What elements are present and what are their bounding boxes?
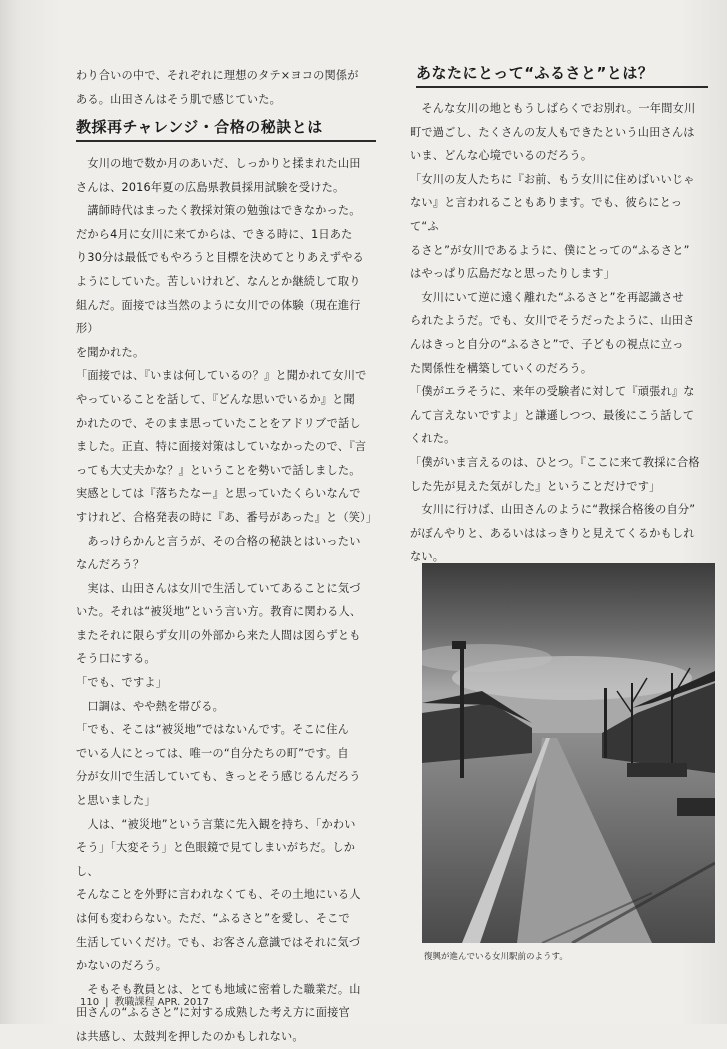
photo-caption: 復興が進んでいる女川駅前のようす。 [424, 952, 568, 962]
left-intro [76, 64, 376, 111]
body-line: 「女川の友人たちに『お前、もう女川に住めばいいじゃ [410, 172, 695, 186]
body-line: はやっぱり広島だなと思ったりします」 [410, 267, 615, 281]
body-line: んはきっと自分の“ふるさと”で、子どもの視点に立っ [410, 337, 684, 351]
lamp-head [452, 641, 466, 649]
lamp-post [604, 688, 607, 758]
body-line: 口調は、やや熱を帯びる。 [76, 699, 225, 713]
body-line: さんは、2016年夏の広島県教員採用試験を受けた。 [76, 180, 345, 194]
body-line: でいる人にとっては、唯一の“自分たちの町”です。自 [76, 746, 349, 760]
body-line: 組んだ。面接では当然のように女川での体験（現在進行形） [76, 298, 361, 336]
body-line: そもそも教員とは、とても地域に密着した職業だ。山 [76, 982, 361, 996]
body-line: ない。 [410, 550, 445, 564]
photo-illustration [422, 563, 715, 943]
body-line: 女川の地で数か月のあいだ、しっかりと揉まれた山田 [76, 157, 361, 170]
body-line: 「僕がエラそうに、来年の受験者に対して『頑張れ』な [410, 385, 695, 399]
body-line: なんだろう？ [76, 558, 145, 572]
body-line: られたようだ。でも、女川でそうだったように、山田さ [410, 314, 695, 328]
body-line: くれた。 [410, 432, 456, 446]
body-line: そんな女川の地ともうしばらくでお別れ。一年間女川 [410, 102, 696, 115]
body-line: た関係性を構築していくのだろう。 [410, 361, 593, 375]
body-line: っても大丈夫かな？』ということを勢いで話しました。 [76, 463, 361, 477]
body-line: 女川にいて逆に遠く離れた“ふるさと”を再認識させ [410, 290, 684, 304]
body-line: ました。正直、特に面接対策はしていなかったので、『言 [76, 440, 367, 454]
body-line: 「でも、そこは“被災地”ではないんです。そこに住ん [76, 723, 350, 737]
footer-separator: | [105, 997, 109, 1008]
body-line: を聞かれた。 [76, 345, 145, 359]
left-intro-line: わり合いの中で、それぞれに理想のタテ×ヨコの関係が [76, 69, 359, 82]
body-line: 生活していくだけ。でも、お客さん意識ではそれに気づ [76, 935, 361, 949]
body-line: は共感し、太鼓判を押したのかもしれない。 [76, 1029, 304, 1043]
body-line: り30分は最低でもやろうと目標を決めてとりあえずやる [76, 251, 364, 265]
body-line: いま、どんな心境でいるのだろう。 [410, 149, 593, 163]
magazine-name: 教職課程 APR. 2017 [114, 997, 209, 1008]
body-line: ない』と言われることもあります。でも、彼らにとって“ふ [410, 196, 683, 233]
body-line: 実感としては『落ちたなー』と思っていたくらいなんで [76, 487, 361, 501]
body-line: した先が見えた気がした』ということだけです」 [410, 479, 661, 493]
page-number: 110 [80, 997, 100, 1008]
bench [677, 798, 715, 816]
left-intro-line: ある。山田さんはそう肌で感じていた。 [76, 92, 281, 106]
body-line: ようにしていた。苦しいけれど、なんとか継続して取り [76, 274, 361, 288]
body-line: んて言えないですよ」と謙遜しつつ、最後にこう話して [410, 408, 695, 422]
body-line: 分が女川で生活していても、きっとそう感じるんだろう [76, 770, 361, 784]
body-line: るさと”が女川であるように、僕にとっての“ふるさと” [410, 243, 690, 257]
body-line: すけれど、合格発表の時に『あ、番号があった』と（笑）」 [76, 510, 378, 524]
body-line: は何も変わらない。ただ、“ふるさと”を愛し、そこで [76, 912, 350, 925]
body-line: 女川に行けば、山田さんのように“教採合格後の自分” [410, 503, 696, 517]
body-line: またそれに限らず女川の外部から来た人間は図らずとも [76, 628, 361, 642]
body-line: そう口にする。 [76, 652, 156, 666]
body-line: そう」「大変そう」と色眼鏡で見てしまいがちだ。しかし、 [76, 841, 356, 878]
body-line: かれたので、そのまま思っていたことをアドリブで話し [76, 416, 361, 430]
body-line: 講師時代はまったく教採対策の勉強はできなかった。 [76, 204, 361, 218]
section-heading-secret: 教採再チャレンジ・合格の秘訣とは [76, 116, 376, 142]
lamp-post [460, 648, 464, 778]
body-line: 「僕がいま言えるのは、ひとつ。『ここに来て教採に合格 [410, 455, 700, 469]
section-heading-furusato: あなたにとって“ふるさと”とは？ [416, 62, 708, 88]
page-footer [80, 993, 209, 1008]
body-line: と思いました」 [76, 794, 156, 808]
body-line: 「面接では、『いまは何しているの？』と聞かれて女川で [76, 369, 367, 383]
body-line: いた。それは“被災地”という言い方。教育に関わる人、 [76, 605, 362, 619]
body-line: だから4月に女川に来てからは、できる時に、1日あた [76, 227, 353, 241]
planter [627, 763, 687, 777]
onagawa-station-photo [422, 563, 715, 943]
right-body [410, 97, 710, 569]
body-line: 田さんの“ふるさと”に対する成熟した考え方に面接官 [76, 1006, 350, 1020]
body-line: 人は、“被災地”という言葉に先入観を持ち、「かわい [76, 817, 356, 831]
body-line: 実は、山田さんは女川で生活していてあることに気づ [76, 581, 361, 595]
left-body [76, 152, 376, 1049]
body-line: やっていることを話して、『どんな思いでいるか』と聞 [76, 392, 355, 406]
body-line: そんなことを外野に言われなくても、その土地にいる人 [76, 888, 361, 902]
body-line: がぼんやりと、あるいははっきりと見えてくるかもしれ [410, 526, 695, 540]
body-line: 「でも、ですよ」 [76, 676, 168, 690]
body-line: かないのだろう。 [76, 959, 168, 973]
body-line: あっけらかんと言うが、その合格の秘訣とはいったい [76, 534, 361, 548]
body-line: 町で過ごし、たくさんの友人もできたという山田さんは [410, 125, 695, 139]
